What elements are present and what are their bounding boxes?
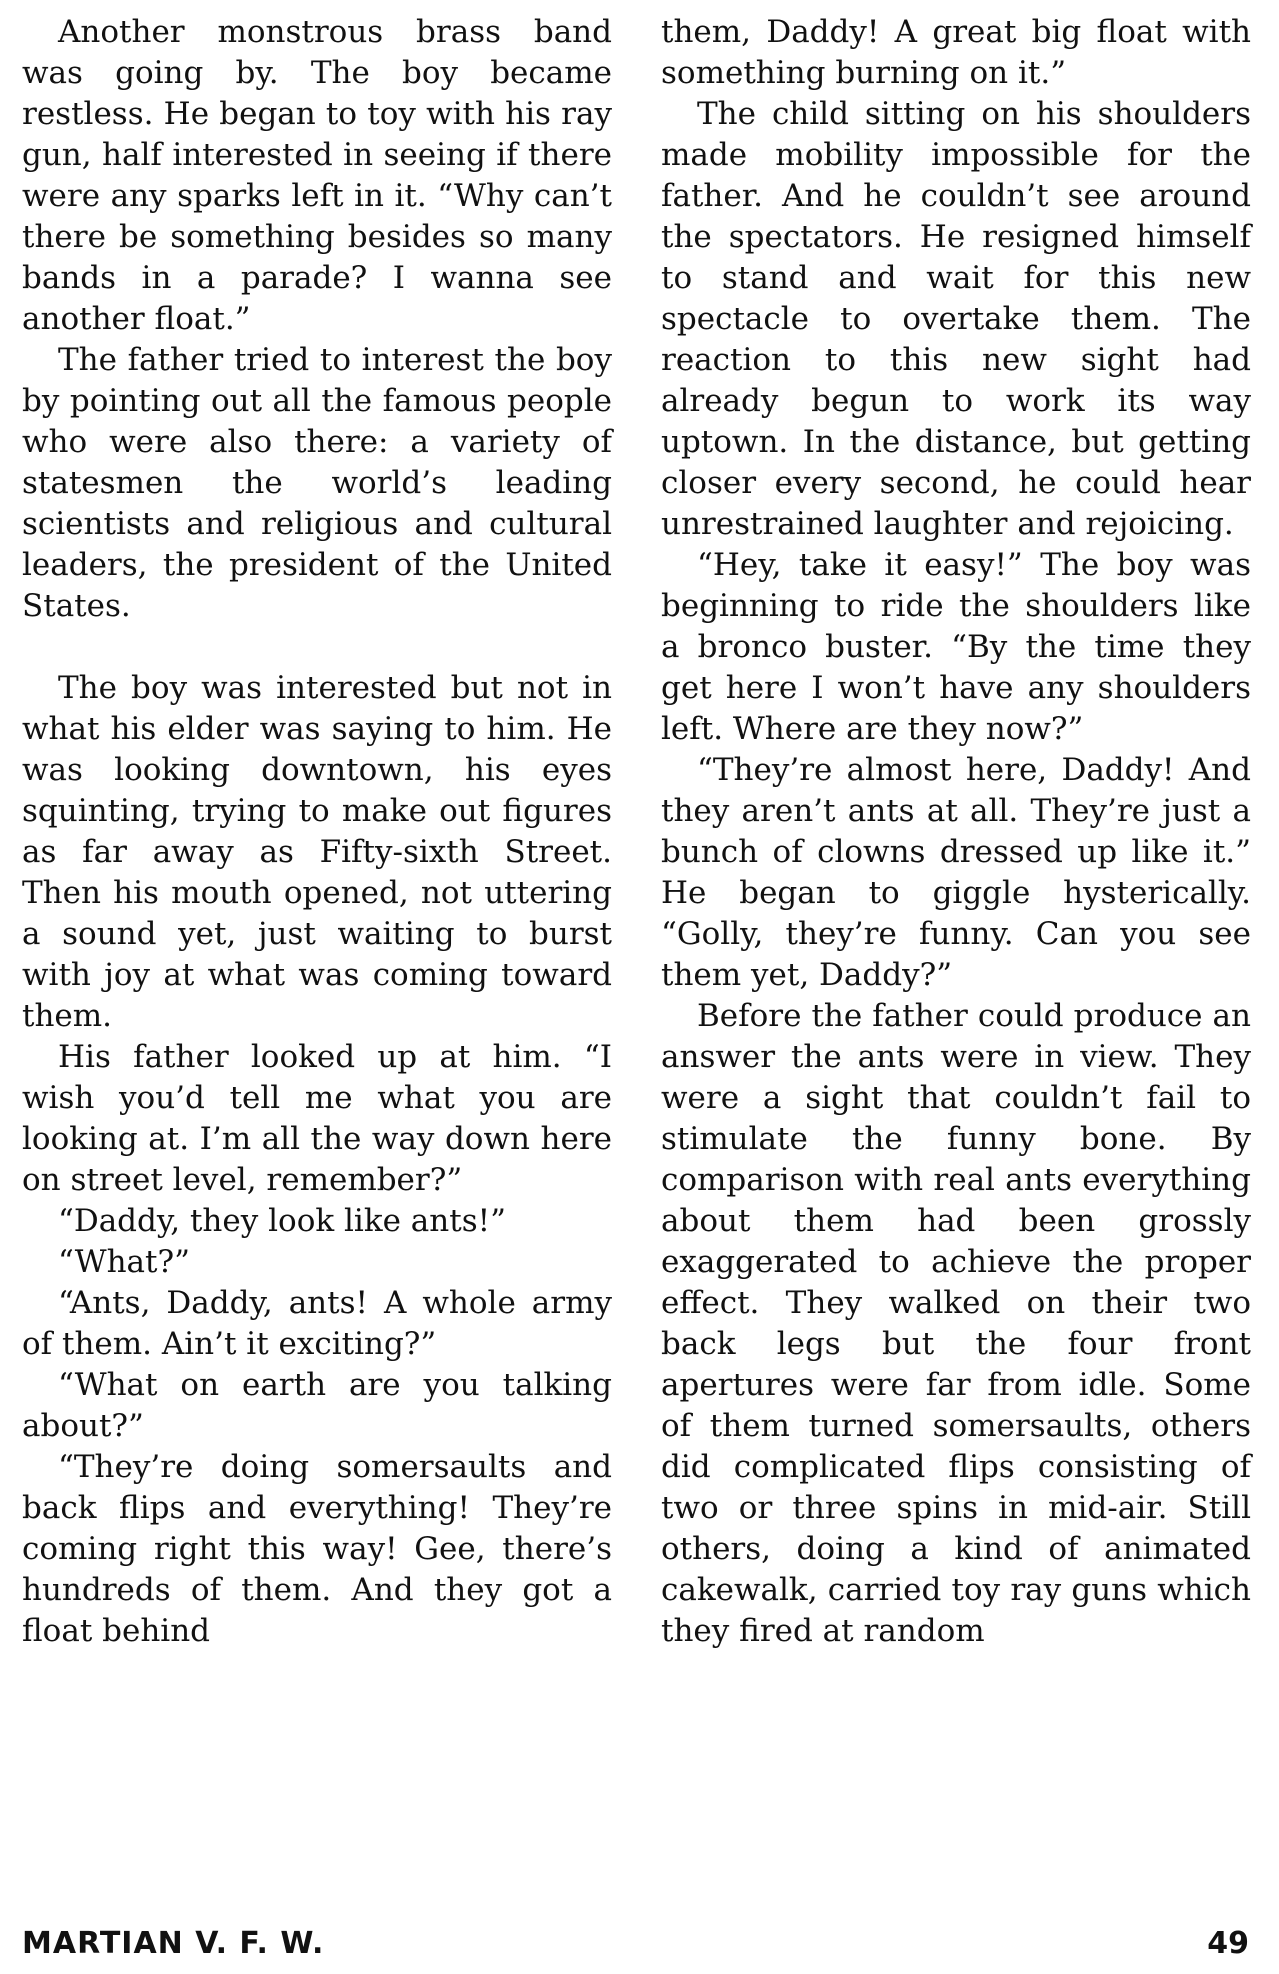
paragraph: them, Daddy! A great big float with something burning on it.”: [661, 14, 1251, 91]
paragraph: The boy was interested but not in what his elder was saying to him. He was looking downtown, his eyes squinting, trying to make out figures as far away as Fifty-sixth Street. Then his mouth opened, not uttering a sound yet, just waiting to burst with joy at what was coming toward them.: [22, 670, 612, 1034]
paragraph: “They’re doing somersaults and back flips and everything! They’re coming right this way! Gee, there’s hundreds of them. And they got a float behind: [22, 1449, 612, 1649]
paragraph: “Daddy, they look like ants!”: [58, 1203, 506, 1239]
paragraph: “Hey, take it easy!” The boy was beginning to ride the shoulders like a bronco buster. “By the time they get here I won’t have any shoulders left. Where are they now?”: [661, 547, 1251, 747]
paragraph: Before the father could produce an answer the ants were in view. They were a sight that couldn’t fail to stimulate the funny bone. By comparison with real ants everything about them had been grossly exaggerated to achieve the proper effect. They walked on their two back legs but the four front apertures were far from idle. Some of them turned somersaults, others did complicated flips consisting of two or three spins in mid-air. Still others, doing a kind of animated cakewalk, carried toy ray guns which they fired at random: [661, 998, 1251, 1649]
right-text-column: [661, 12, 1251, 1652]
page-number: 49: [1207, 1926, 1249, 1961]
paragraph: Another monstrous brass band was going by. The boy became restless. He began to toy with his ray gun, half interested in seeing if there were any sparks left in it. “Why can’t there be something besides so many bands in a parade? I wanna see another float.”: [22, 14, 612, 337]
running-title: MARTIAN V. F. W.: [22, 1926, 325, 1961]
left-text-column: [22, 12, 612, 1652]
paragraph: “What on earth are you talking about?”: [22, 1367, 612, 1444]
paragraph: The child sitting on his shoulders made mobility impossible for the father. And he couldn’t see around the spectators. He resigned himself to stand and wait for this new spectacle to overtake them. The reaction to this new sight had already begun to work its way uptown. In the distance, but getting closer every second, he could hear unrestrained laughter and rejoicing.: [661, 96, 1251, 542]
paragraph: “What?”: [58, 1244, 190, 1280]
paragraph: His father looked up at him. “I wish you’d tell me what you are looking at. I’m all the way down here on street level, remember?”: [22, 1039, 612, 1198]
page-footer: [22, 1926, 1249, 1966]
paragraph: The father tried to interest the boy by pointing out all the famous people who were also there: a variety of statesmen the world’s leading scientists and religious and cultural leaders, the president of the United States.: [22, 342, 612, 624]
paragraph: “Ants, Daddy, ants! A whole army of them. Ain’t it exciting?”: [22, 1285, 612, 1362]
paragraph: “They’re almost here, Daddy! And they aren’t ants at all. They’re just a bunch of clowns dressed up like it.” He began to giggle hysterically. “Golly, they’re funny. Can you see them yet, Daddy?”: [661, 752, 1251, 993]
